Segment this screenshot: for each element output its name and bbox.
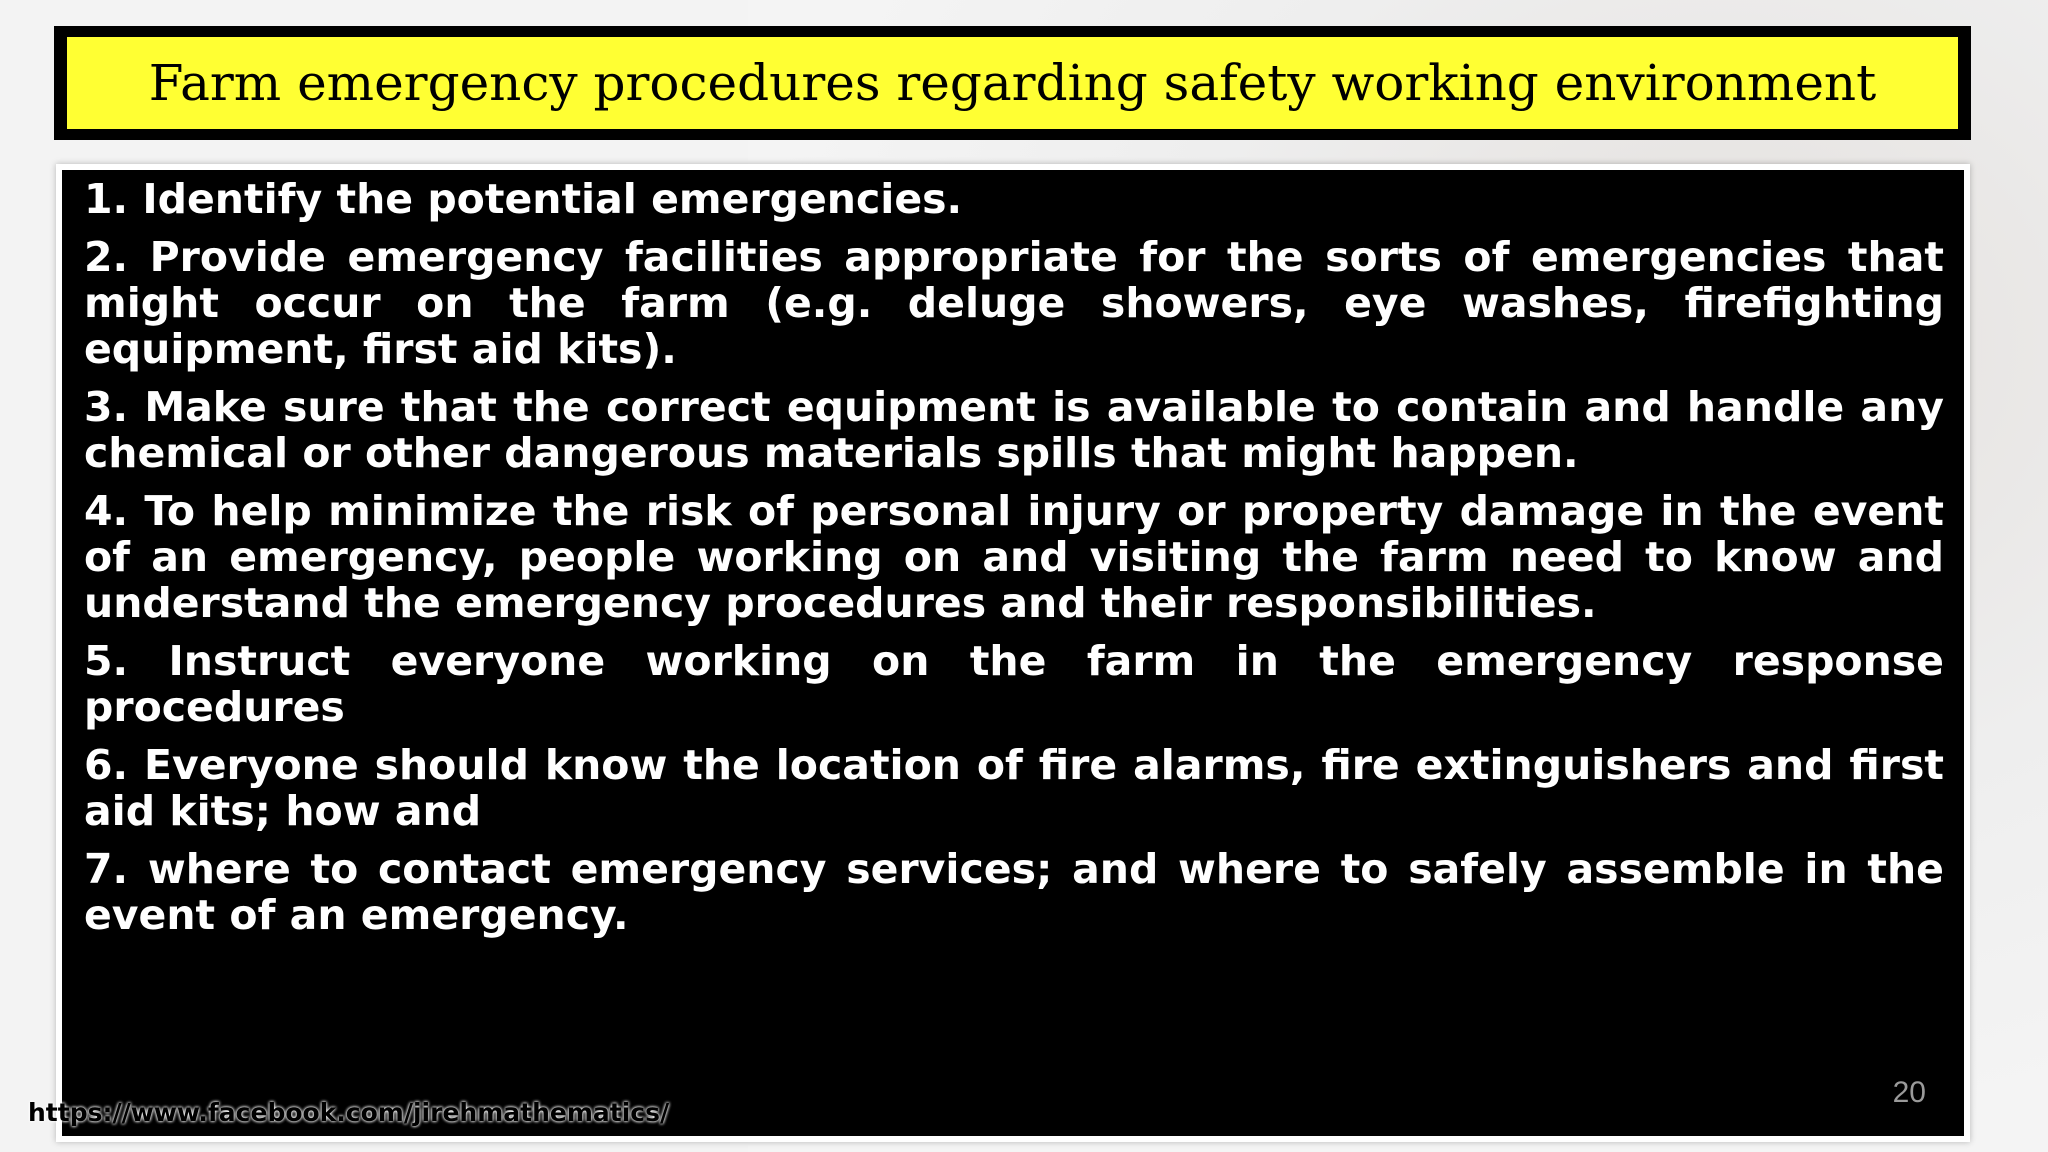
list-item-6: 6. Everyone should know the location of fire alarms, fire extinguishers and first aid kits; how and xyxy=(84,741,1944,835)
slide-title: Farm emergency procedures regarding safety working environment xyxy=(148,54,1877,112)
page-number: 20 xyxy=(1892,1076,1926,1109)
title-banner xyxy=(54,26,1971,140)
facebook-link[interactable]: https://www.facebook.com/jirehmathematics/ xyxy=(28,1098,670,1127)
content-panel xyxy=(56,164,1970,1142)
content-panel-inner xyxy=(62,170,1964,1136)
list-item-5: 5. Instruct everyone working on the farm in the emergency response procedures xyxy=(84,637,1944,731)
list-item-7: 7. where to contact emergency services; and where to safely assemble in the event of an emergency. xyxy=(84,845,1944,939)
list-item-3: 3. Make sure that the correct equipment is available to contain and handle any chemical or other dangerous materials spills that might happen. xyxy=(84,383,1944,477)
list-item-1: 1. Identify the potential emergencies. xyxy=(84,175,963,223)
list-item-4: 4. To help minimize the risk of personal injury or property damage in the event of an emergency, people working on and visiting the farm need to know and understand the emergency procedures and their responsibilities. xyxy=(84,487,1944,627)
list-item-2: 2. Provide emergency facilities appropriate for the sorts of emergencies that might occur on the farm (e.g. deluge showers, eye washes, firefighting equipment, first aid kits). xyxy=(84,233,1944,373)
title-banner-inner xyxy=(67,37,1958,129)
